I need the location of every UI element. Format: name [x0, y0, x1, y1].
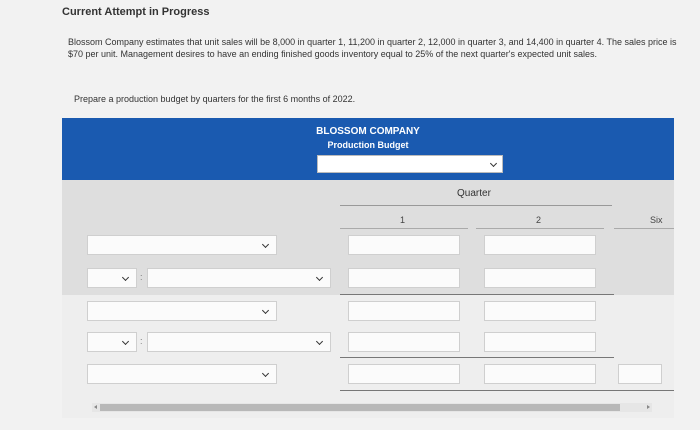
row2-colon: : — [140, 272, 143, 282]
column-header-q1: 1 — [400, 215, 406, 225]
scroll-right-arrow-icon[interactable] — [647, 405, 650, 409]
row5-total-rule — [340, 390, 674, 391]
row5-label-select[interactable] — [87, 364, 277, 384]
quarter-divider — [340, 205, 612, 206]
budget-header — [62, 118, 674, 180]
chevron-down-icon — [262, 370, 269, 377]
column-rule-q1 — [340, 228, 468, 229]
row4-q1-input[interactable] — [348, 332, 460, 352]
row2-total-rule — [340, 294, 614, 295]
row1-q1-input[interactable] — [348, 235, 460, 255]
row3-q2-input[interactable] — [484, 301, 596, 321]
row2-q2-input[interactable] — [484, 268, 596, 288]
column-header-six: Six — [650, 215, 663, 225]
attempt-title: Current Attempt in Progress — [62, 6, 210, 18]
column-rule-q2 — [476, 228, 604, 229]
row4-total-rule — [340, 357, 614, 358]
chevron-down-icon — [316, 274, 323, 281]
row1-label-select[interactable] — [87, 235, 277, 255]
chevron-down-icon — [490, 160, 497, 167]
row4-operator-select[interactable] — [87, 332, 137, 352]
production-budget-panel — [62, 118, 674, 418]
chevron-down-icon — [122, 274, 129, 281]
column-header-q2: 2 — [536, 215, 542, 225]
row2-q1-input[interactable] — [348, 268, 460, 288]
horizontal-scrollbar[interactable] — [92, 403, 652, 412]
chevron-down-icon — [316, 338, 323, 345]
chevron-down-icon — [262, 307, 269, 314]
row5-q2-input[interactable] — [484, 364, 596, 384]
row3-q1-input[interactable] — [348, 301, 460, 321]
row4-colon: : — [140, 336, 143, 346]
row3-label-select[interactable] — [87, 301, 277, 321]
row2-label-select[interactable] — [147, 268, 331, 288]
budget-title: Production Budget — [327, 140, 409, 150]
column-rule-six — [614, 228, 674, 229]
row4-q2-input[interactable] — [484, 332, 596, 352]
chevron-down-icon — [122, 338, 129, 345]
row5-six-input[interactable] — [618, 364, 662, 384]
quarter-label: Quarter — [457, 188, 491, 199]
chevron-down-icon — [262, 241, 269, 248]
row4-label-select[interactable] — [147, 332, 331, 352]
instruction-text: Prepare a production budget by quarters for the first 6 months of 2022. — [74, 94, 356, 104]
problem-text: Blossom Company estimates that unit sales will be 8,000 in quarter 1, 11,200 in quarter 2, 12,000 in quarter 3, and 14,400 in quarter 4. The sales price is $70 per unit. Management desires to have an ending finished goods inventory equal to 25% of the next quarter's expected unit sales. — [68, 37, 677, 59]
row2-operator-select[interactable] — [87, 268, 137, 288]
scroll-thumb[interactable] — [100, 404, 620, 411]
period-select[interactable] — [317, 155, 503, 173]
scroll-left-arrow-icon[interactable] — [94, 405, 97, 409]
company-name: BLOSSOM COMPANY — [316, 126, 420, 137]
row1-q2-input[interactable] — [484, 235, 596, 255]
row5-q1-input[interactable] — [348, 364, 460, 384]
